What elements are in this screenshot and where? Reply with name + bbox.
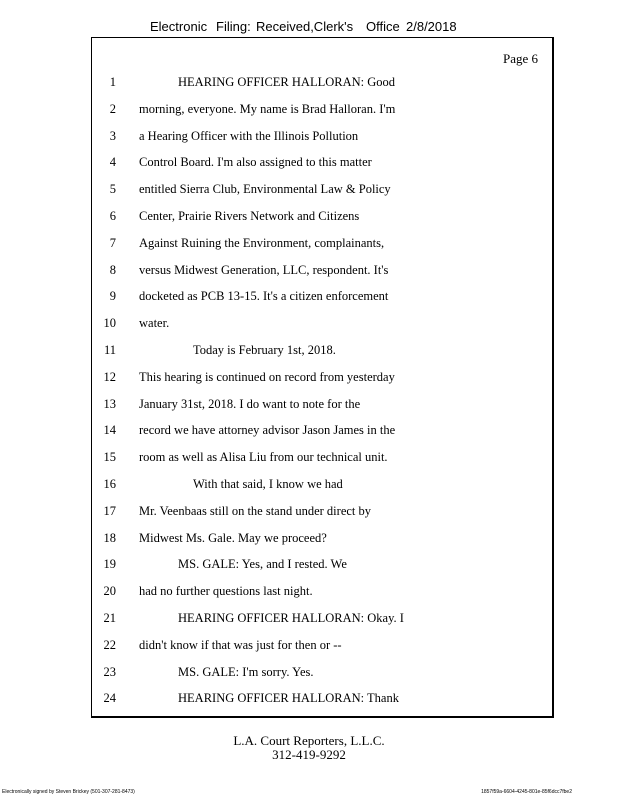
transcript-line bbox=[92, 610, 532, 630]
transcript-line bbox=[92, 128, 532, 148]
line-number: 13 bbox=[103, 396, 116, 411]
transcript-line bbox=[92, 690, 532, 710]
page-number: Page 6 bbox=[502, 51, 538, 66]
line-text: With that said, I know we had bbox=[193, 477, 343, 491]
line-text: Mr. Veenbaas still on the stand under direct by bbox=[139, 503, 372, 518]
header-filing: Filing: bbox=[216, 19, 251, 34]
transcript-line bbox=[92, 101, 532, 121]
line-number: 1 bbox=[109, 75, 116, 89]
line-number: 23 bbox=[103, 664, 116, 679]
transcript-line bbox=[92, 342, 532, 362]
transcript-line bbox=[92, 315, 532, 335]
line-number: 6 bbox=[109, 209, 116, 223]
line-number: 12 bbox=[103, 369, 116, 384]
transcript-line bbox=[92, 396, 532, 416]
line-number: 16 bbox=[103, 477, 116, 491]
line-number: 22 bbox=[103, 637, 116, 652]
transcript-line bbox=[92, 74, 532, 94]
line-text: MS. GALE: Yes, and I rested. We bbox=[178, 557, 347, 572]
line-text: January 31st, 2018. I do want to note for the bbox=[139, 396, 361, 411]
line-text: didn't know if that was just for then or -- bbox=[139, 637, 342, 652]
transcript-line bbox=[92, 288, 532, 308]
line-number: 11 bbox=[103, 343, 116, 357]
header-date: 2/8/2018 bbox=[406, 19, 457, 34]
line-text: had no further questions last night. bbox=[139, 584, 313, 599]
line-text: record we have attorney advisor Jason James in the bbox=[139, 423, 396, 438]
transcript-line bbox=[92, 449, 532, 469]
filing-header bbox=[0, 19, 618, 37]
header-office: Office bbox=[366, 19, 400, 34]
line-text: HEARING OFFICER HALLORAN: Okay. I bbox=[178, 611, 404, 625]
line-text: Against Ruining the Environment, complainants, bbox=[139, 235, 385, 250]
transcript-line bbox=[92, 556, 532, 576]
signature-left: Electronically signed by Steven Brickey (501-307-281-8473) bbox=[2, 789, 135, 795]
transcript-line bbox=[92, 503, 532, 523]
line-text: Midwest Ms. Gale. May we proceed? bbox=[139, 530, 327, 545]
transcript-line bbox=[92, 530, 532, 550]
line-text: MS. GALE: I'm sorry. Yes. bbox=[178, 664, 314, 679]
line-number: 10 bbox=[103, 316, 116, 331]
line-number: 8 bbox=[109, 262, 116, 277]
line-number: 17 bbox=[103, 503, 116, 518]
transcript-line bbox=[92, 262, 532, 282]
line-text: Control Board. I'm also assigned to this matter bbox=[139, 155, 372, 170]
line-number: 7 bbox=[109, 235, 116, 250]
transcript-line bbox=[92, 583, 532, 603]
line-number: 3 bbox=[109, 128, 116, 143]
header-electronic: Electronic bbox=[150, 19, 208, 34]
transcript-line bbox=[92, 422, 532, 442]
line-text: Center, Prairie Rivers Network and Citizens bbox=[139, 209, 360, 223]
line-text: HEARING OFFICER HALLORAN: Good bbox=[178, 75, 396, 89]
line-text: versus Midwest Generation, LLC, respondent. It's bbox=[139, 262, 389, 277]
line-text: docketed as PCB 13-15. It's a citizen enforcement bbox=[139, 289, 389, 304]
line-number: 4 bbox=[109, 155, 116, 170]
transcript-line bbox=[92, 208, 532, 228]
signature-right: 1857f59a-6604-4245-801e-85f6dcc7fbe2 bbox=[481, 789, 572, 795]
line-number: 2 bbox=[109, 101, 116, 116]
transcript-line bbox=[92, 235, 532, 255]
line-number: 21 bbox=[103, 611, 116, 625]
transcript-line bbox=[92, 476, 532, 496]
transcript-line bbox=[92, 369, 532, 389]
line-text: a Hearing Officer with the Illinois Pollution bbox=[139, 128, 359, 143]
line-number: 5 bbox=[109, 182, 116, 197]
transcript-line bbox=[92, 637, 532, 657]
line-text: entitled Sierra Club, Environmental Law & Policy bbox=[139, 182, 391, 197]
line-number: 15 bbox=[103, 450, 116, 465]
header-received: Received,Clerk's bbox=[256, 19, 354, 34]
transcript-line bbox=[92, 154, 532, 174]
line-text: water. bbox=[139, 316, 170, 331]
line-number: 14 bbox=[103, 423, 116, 438]
transcript-page bbox=[91, 37, 554, 718]
line-text: HEARING OFFICER HALLORAN: Thank bbox=[178, 691, 399, 706]
footer-phone: 312-419-9292 bbox=[272, 747, 346, 762]
line-number: 20 bbox=[103, 584, 116, 599]
line-text: Today is February 1st, 2018. bbox=[193, 343, 336, 357]
transcript-line bbox=[92, 181, 532, 201]
line-number: 18 bbox=[103, 530, 116, 545]
line-number: 19 bbox=[103, 557, 116, 572]
line-number: 24 bbox=[103, 691, 116, 706]
line-number: 9 bbox=[109, 289, 116, 304]
line-text: This hearing is continued on record from yesterday bbox=[139, 369, 395, 384]
line-text: room as well as Alisa Liu from our technical unit. bbox=[139, 450, 388, 465]
footer-company: L.A. Court Reporters, L.L.C. bbox=[233, 733, 385, 748]
line-text: morning, everyone. My name is Brad Halloran. I'm bbox=[139, 101, 396, 116]
transcript-line bbox=[92, 664, 532, 684]
